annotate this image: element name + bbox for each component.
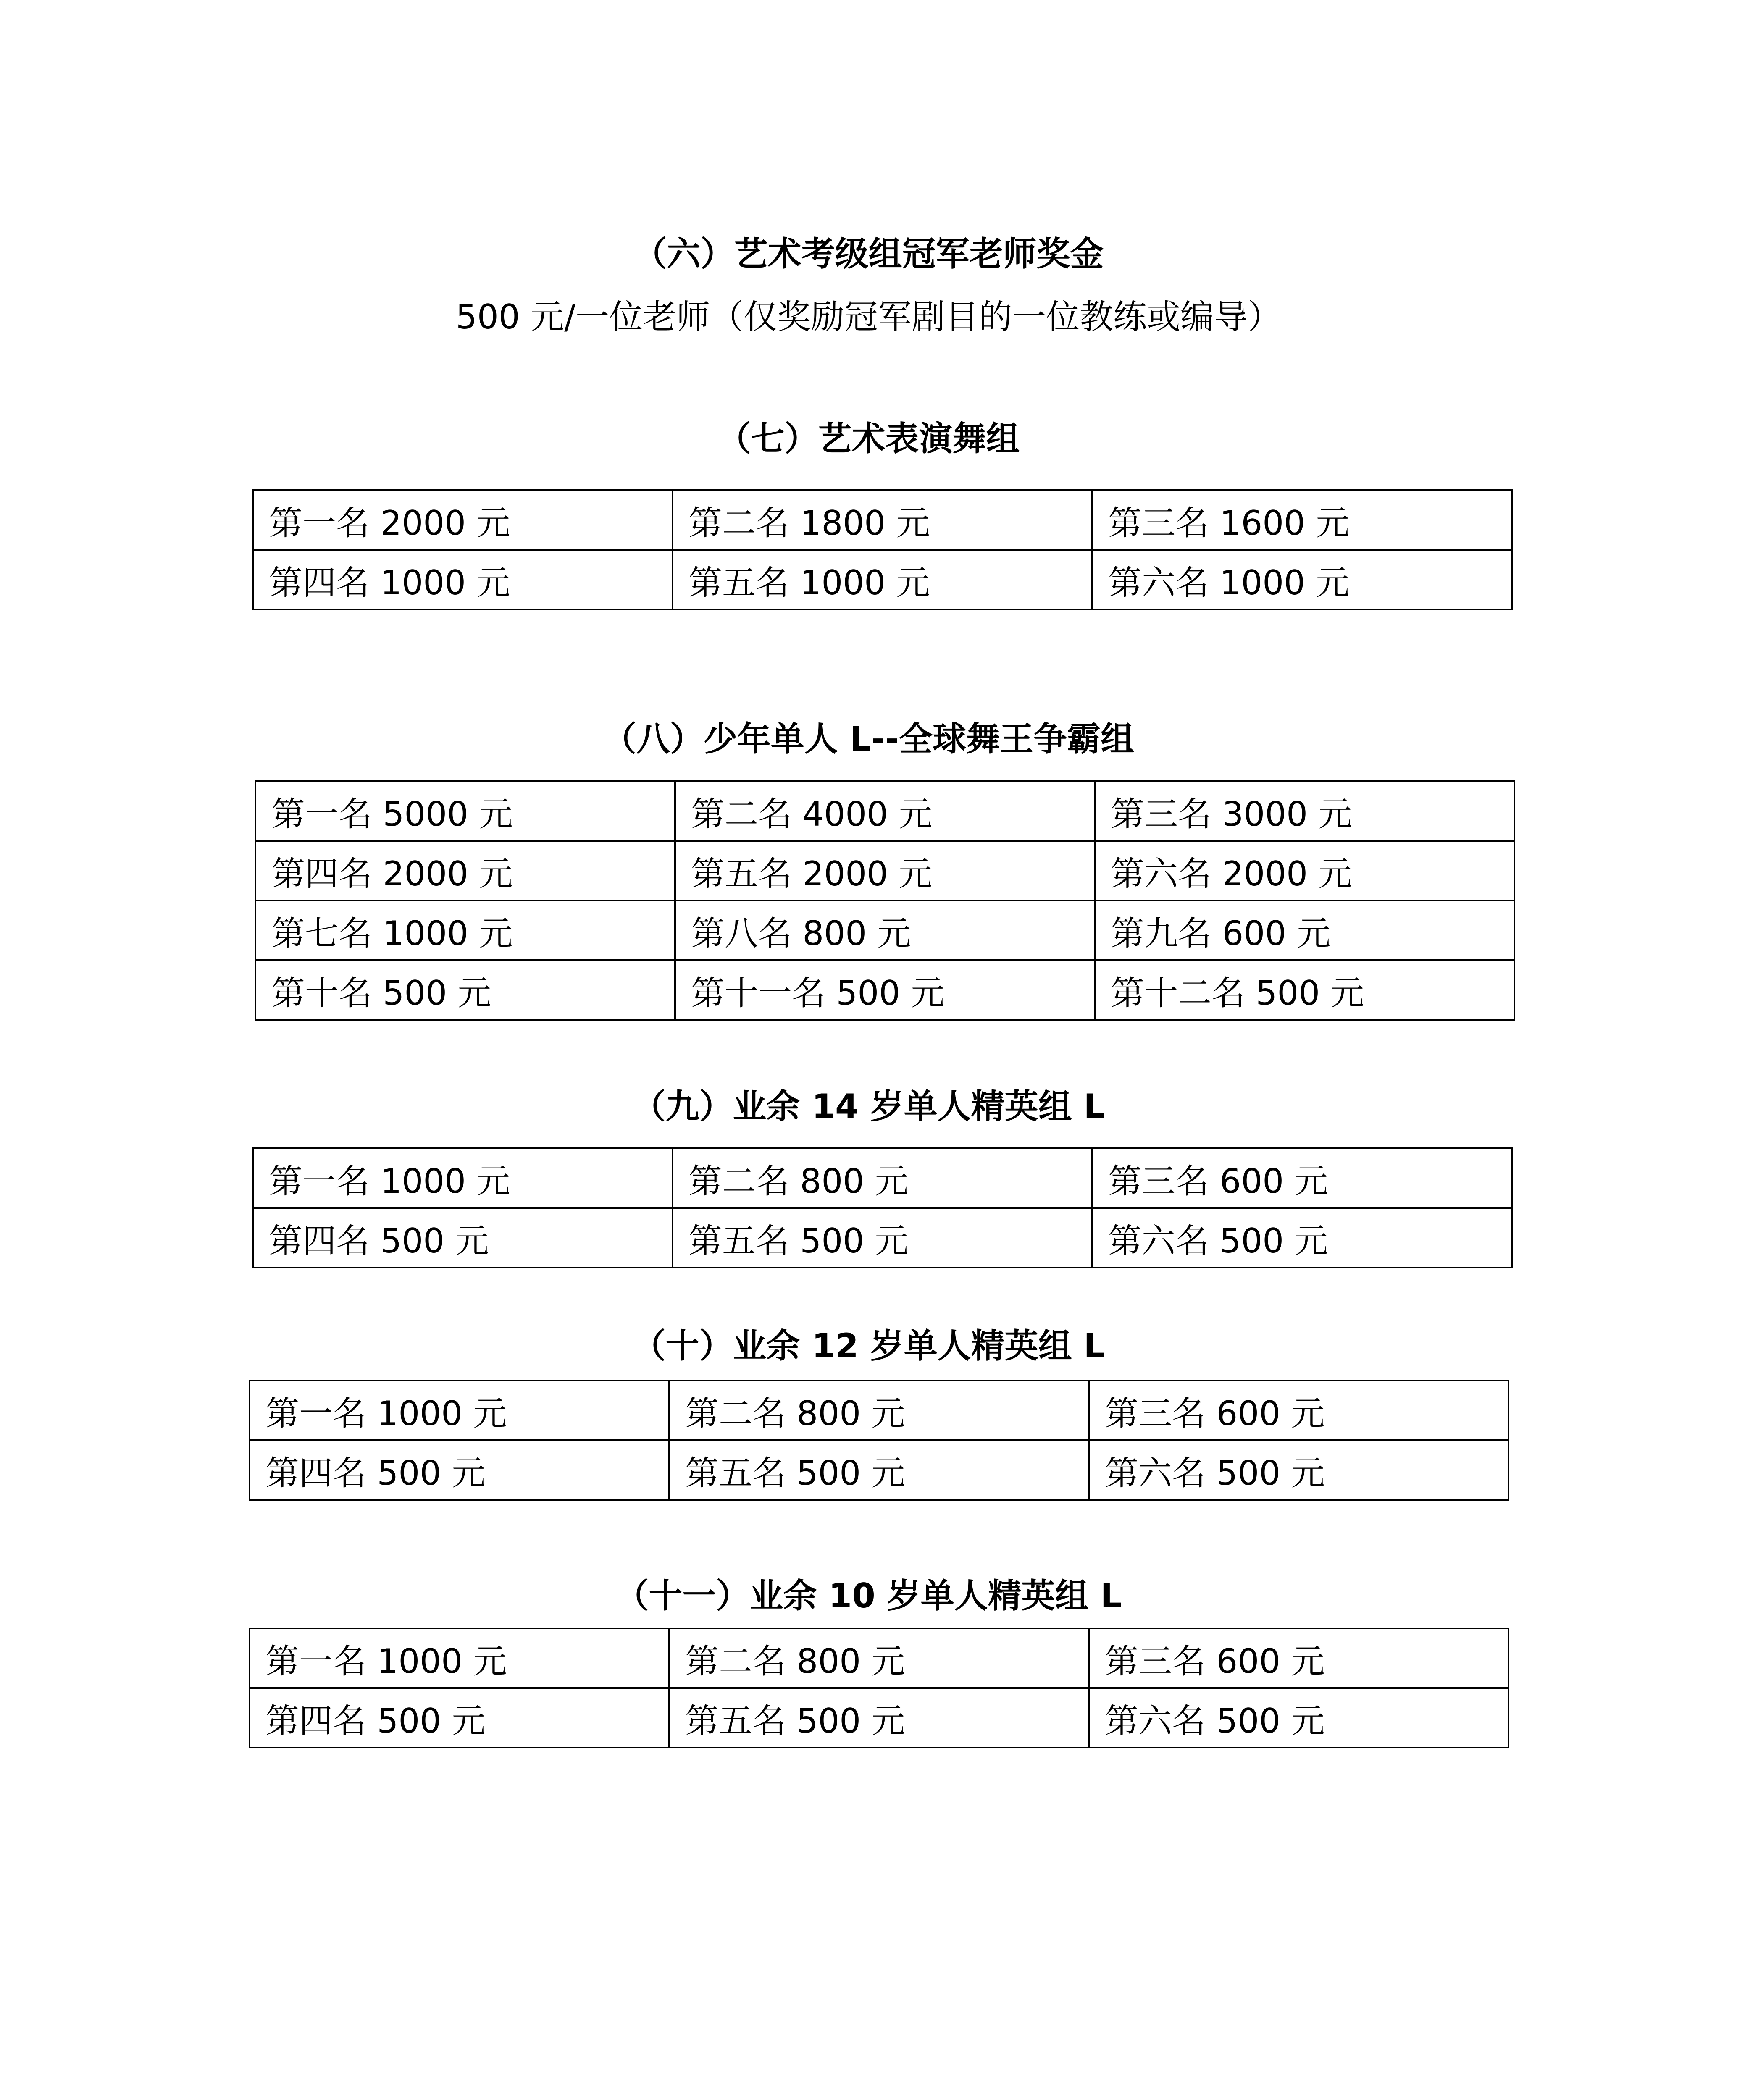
prize-cell: 第五名 500 元 — [669, 1688, 1089, 1748]
section-11-title: （十一）业余 10 岁单人精英组 L — [615, 1576, 1122, 1615]
section-7-prize-table — [252, 489, 1513, 610]
prize-cell: 第一名 1000 元 — [250, 1628, 669, 1688]
prize-cell: 第七名 1000 元 — [255, 900, 675, 960]
prize-cell: 第二名 800 元 — [669, 1628, 1089, 1688]
prize-cell: 第五名 1000 元 — [673, 550, 1092, 609]
table-row — [255, 900, 1514, 960]
prize-cell: 第二名 1800 元 — [673, 490, 1092, 550]
section-10-prize-table — [249, 1380, 1509, 1501]
prize-cell: 第十二名 500 元 — [1095, 960, 1514, 1020]
table-row — [250, 1628, 1508, 1688]
section-9-title: （九）业余 14 岁单人精英组 L — [632, 1087, 1105, 1126]
prize-cell: 第四名 500 元 — [250, 1688, 669, 1748]
prize-cell: 第三名 600 元 — [1089, 1381, 1508, 1440]
table-row — [250, 1440, 1508, 1500]
prize-cell: 第六名 500 元 — [1089, 1440, 1508, 1500]
section-10-title: （十）业余 12 岁单人精英组 L — [632, 1326, 1105, 1365]
table-row — [253, 1208, 1512, 1268]
prize-cell: 第一名 2000 元 — [253, 490, 673, 550]
table-row — [250, 1381, 1508, 1440]
section-6-title: （六）艺术考级组冠军老师奖金 — [633, 234, 1104, 273]
table-row — [253, 550, 1512, 609]
section-8-title: （八）少年单人 L--全球舞王争霸组 — [602, 719, 1135, 759]
table-row — [255, 781, 1514, 841]
section-8-prize-table — [255, 780, 1515, 1021]
section-11-prize-table — [249, 1628, 1509, 1748]
prize-cell: 第九名 600 元 — [1095, 900, 1514, 960]
prize-cell: 第三名 600 元 — [1089, 1628, 1508, 1688]
prize-cell: 第一名 1000 元 — [250, 1381, 669, 1440]
prize-cell: 第二名 800 元 — [673, 1148, 1092, 1208]
table-row — [253, 490, 1512, 550]
table-row — [253, 1148, 1512, 1208]
prize-cell: 第四名 2000 元 — [255, 841, 675, 900]
prize-cell: 第四名 500 元 — [253, 1208, 673, 1268]
prize-cell: 第五名 2000 元 — [675, 841, 1095, 900]
prize-cell: 第三名 1600 元 — [1092, 490, 1512, 550]
prize-cell: 第二名 4000 元 — [675, 781, 1095, 841]
section-9-prize-table — [252, 1147, 1513, 1268]
prize-cell: 第六名 500 元 — [1092, 1208, 1512, 1268]
prize-cell: 第五名 500 元 — [669, 1440, 1089, 1500]
prize-cell: 第十一名 500 元 — [675, 960, 1095, 1020]
prize-cell: 第一名 1000 元 — [253, 1148, 673, 1208]
prize-cell: 第五名 500 元 — [673, 1208, 1092, 1268]
prize-cell: 第十名 500 元 — [255, 960, 675, 1020]
table-row — [255, 960, 1514, 1020]
prize-cell: 第六名 1000 元 — [1092, 550, 1512, 609]
prize-cell: 第四名 1000 元 — [253, 550, 673, 609]
prize-cell: 第六名 2000 元 — [1095, 841, 1514, 900]
section-6-note: 500 元/一位老师（仅奖励冠军剧目的一位教练或编导） — [455, 297, 1282, 336]
section-7-title: （七）艺术表演舞组 — [717, 419, 1020, 458]
prize-cell: 第六名 500 元 — [1089, 1688, 1508, 1748]
prize-cell: 第四名 500 元 — [250, 1440, 669, 1500]
prize-cell: 第三名 600 元 — [1092, 1148, 1512, 1208]
table-row — [255, 841, 1514, 900]
prize-cell: 第三名 3000 元 — [1095, 781, 1514, 841]
prize-cell: 第二名 800 元 — [669, 1381, 1089, 1440]
prize-cell: 第一名 5000 元 — [255, 781, 675, 841]
prize-cell: 第八名 800 元 — [675, 900, 1095, 960]
table-row — [250, 1688, 1508, 1748]
